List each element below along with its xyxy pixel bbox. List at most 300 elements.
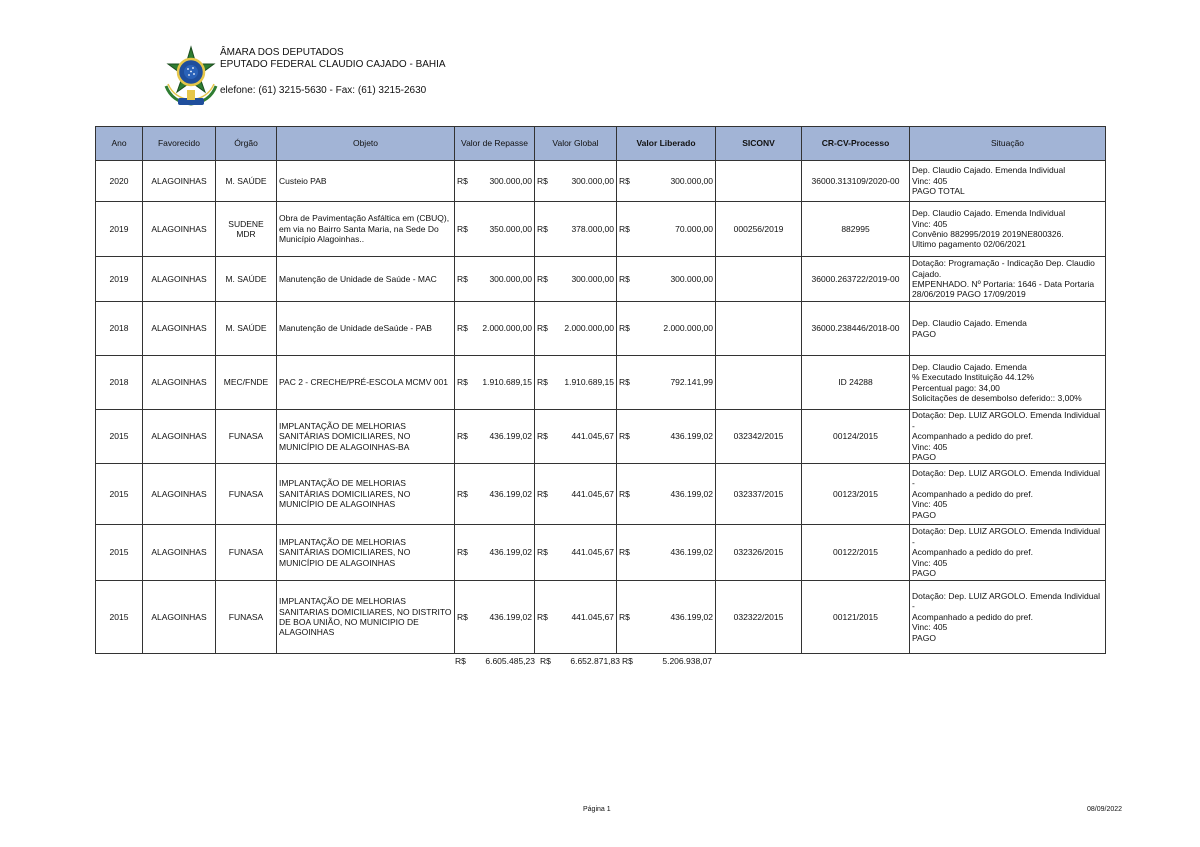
cell-ano-text: 2018	[109, 323, 129, 334]
currency-symbol: R$	[457, 323, 468, 334]
cell-processo-text: 882995	[841, 223, 870, 234]
cell-valor-liberado-amount: 436.199,02	[670, 488, 713, 499]
cell-objeto-line: ALAGOINHAS	[279, 627, 335, 638]
currency-symbol: R$	[457, 377, 468, 388]
col-header-situacao: Situação	[910, 127, 1106, 161]
cell-valor-liberado	[617, 525, 716, 581]
cell-orgao-line: M. SAÚDE	[225, 273, 267, 284]
col-header-processo: CR-CV-Processo	[802, 127, 910, 161]
cell-favorecido-text: ALAGOINHAS	[151, 323, 207, 334]
cell-valor-repasse	[455, 581, 535, 654]
cell-objeto	[277, 161, 455, 202]
cell-objeto	[277, 525, 455, 581]
cell-valor-global-wrap	[537, 431, 614, 441]
cell-situacao-line: Vinc: 405	[912, 499, 948, 510]
cell-valor-global	[535, 302, 617, 356]
cell-valor-liberado-amount: 792.141,99	[670, 377, 713, 388]
cell-situacao	[910, 257, 1106, 302]
currency-symbol: R$	[537, 488, 548, 499]
cell-valor-global	[535, 356, 617, 410]
cell-valor-liberado	[617, 257, 716, 302]
cell-valor-global-wrap	[537, 323, 614, 333]
cell-valor-repasse	[455, 410, 535, 464]
cell-situacao	[910, 464, 1106, 525]
cell-valor-liberado-amount: 436.199,02	[670, 431, 713, 442]
header-phone: elefone: (61) 3215-5630 - Fax: (61) 3215-2630	[220, 85, 427, 96]
cell-objeto-line: IMPLANTAÇÃO DE MELHORIAS	[279, 536, 406, 547]
cell-situacao-line: Vinc: 405	[912, 441, 948, 452]
cell-valor-repasse-wrap	[457, 176, 532, 186]
cell-ano	[96, 581, 143, 654]
cell-ano-text: 2015	[109, 431, 129, 442]
cell-objeto-line: em via no Bairro Santa Maria, na Sede Do	[279, 223, 439, 234]
cell-valor-liberado-amount: 2.000.000,00	[663, 323, 713, 334]
cell-objeto-line: IMPLANTAÇÃO DE MELHORIAS	[279, 596, 406, 607]
cell-objeto-line: IMPLANTAÇÃO DE MELHORIAS	[279, 478, 406, 489]
col-header-siconv: SICONV	[716, 127, 802, 161]
cell-valor-repasse-wrap	[457, 323, 532, 333]
cell-favorecido	[143, 356, 216, 410]
cell-situacao-line: Dotação: Dep. LUIZ ARGOLO. Emenda Individual -	[912, 410, 1101, 431]
total-liberado-currency: R$	[622, 656, 633, 666]
col-header-favorecido: Favorecido	[143, 127, 216, 161]
currency-symbol: R$	[537, 223, 548, 234]
cell-situacao-line: Dep. Claudio Cajado. Emenda Individual	[912, 165, 1066, 176]
cell-objeto	[277, 581, 455, 654]
cell-objeto-line: SANITARIAS DOMICILIARES, NO DISTRITO	[279, 606, 452, 617]
cell-valor-liberado-wrap	[619, 176, 713, 186]
total-global-currency: R$	[540, 656, 551, 666]
amendments-table	[95, 126, 1106, 654]
cell-valor-repasse-wrap	[457, 431, 532, 441]
cell-situacao-line: Acompanhado a pedido do pref.	[912, 611, 1033, 622]
cell-objeto-line: Município Alagoinhas..	[279, 234, 365, 245]
cell-siconv	[716, 581, 802, 654]
cell-orgao	[216, 581, 277, 654]
currency-symbol: R$	[457, 611, 468, 622]
cell-objeto-line: DE BOA UNIÃO, NO MUNICIPIO DE	[279, 617, 419, 627]
cell-situacao	[910, 525, 1106, 581]
col-header-ano: Ano	[96, 127, 143, 161]
cell-situacao-line: 28/06/2019 PAGO 17/09/2019	[912, 289, 1026, 300]
cell-processo	[802, 410, 910, 464]
cell-situacao-line: Vinc: 405	[912, 557, 948, 568]
total-global	[540, 656, 620, 666]
currency-symbol: R$	[619, 223, 630, 234]
cell-ano	[96, 257, 143, 302]
cell-ano-text: 2018	[109, 377, 129, 388]
cell-siconv-text: 032326/2015	[733, 547, 784, 558]
cell-valor-repasse	[455, 302, 535, 356]
cell-processo-text: 36000.238446/2018-00	[811, 323, 900, 334]
cell-processo-text: ID 24288	[838, 377, 873, 388]
cell-favorecido	[143, 581, 216, 654]
cell-valor-repasse-amount: 2.000.000,00	[482, 323, 532, 334]
currency-symbol: R$	[619, 431, 630, 442]
cell-ano-text: 2019	[109, 273, 129, 284]
currency-symbol: R$	[457, 223, 468, 234]
cell-siconv-text: 032337/2015	[733, 488, 784, 499]
total-global-value: 6.652.871,83	[570, 656, 620, 666]
cell-ano	[96, 525, 143, 581]
cell-ano-text: 2015	[109, 611, 129, 622]
cell-ano	[96, 302, 143, 356]
cell-processo-text: 00123/2015	[833, 488, 878, 499]
cell-objeto-line: Obra de Pavimentação Asfáltica em (CBUQ),	[279, 213, 450, 224]
cell-favorecido-text: ALAGOINHAS	[151, 488, 207, 499]
table-row	[96, 202, 1106, 257]
cell-valor-repasse-wrap	[457, 489, 532, 499]
cell-situacao-line: Acompanhado a pedido do pref.	[912, 547, 1033, 558]
cell-situacao-line: Dep. Claudio Cajado. Emenda	[912, 361, 1027, 372]
table-row	[96, 302, 1106, 356]
cell-valor-global-wrap	[537, 224, 614, 234]
cell-valor-repasse	[455, 356, 535, 410]
cell-situacao-line: PAGO	[912, 568, 936, 579]
cell-situacao-line: PAGO	[912, 632, 936, 643]
cell-valor-global-wrap	[537, 377, 614, 387]
footer-page-number: Página 1	[583, 806, 611, 813]
cell-processo-text: 36000.263722/2019-00	[811, 273, 900, 284]
cell-situacao-line: Acompanhado a pedido do pref.	[912, 488, 1033, 499]
currency-symbol: R$	[619, 488, 630, 499]
cell-orgao-line: MEC/FNDE	[223, 377, 269, 388]
col-header-valor-liberado: Valor Liberado	[617, 127, 716, 161]
cell-valor-liberado-amount: 436.199,02	[670, 611, 713, 622]
cell-valor-global-wrap	[537, 612, 614, 622]
cell-valor-global-wrap	[537, 547, 614, 557]
currency-symbol: R$	[619, 611, 630, 622]
currency-symbol: R$	[457, 175, 468, 186]
cell-valor-liberado	[617, 161, 716, 202]
cell-favorecido	[143, 257, 216, 302]
cell-valor-liberado	[617, 581, 716, 654]
cell-objeto	[277, 356, 455, 410]
total-liberado-value: 5.206.938,07	[662, 656, 712, 666]
cell-objeto	[277, 302, 455, 356]
cell-orgao	[216, 302, 277, 356]
cell-valor-liberado-wrap	[619, 431, 713, 441]
cell-valor-global-amount: 441.045,67	[571, 431, 614, 442]
cell-siconv	[716, 202, 802, 257]
cell-valor-repasse	[455, 257, 535, 302]
cell-valor-repasse-amount: 436.199,02	[489, 547, 532, 558]
cell-valor-global-amount: 441.045,67	[571, 611, 614, 622]
cell-orgao-line: FUNASA	[228, 488, 264, 499]
currency-symbol: R$	[619, 273, 630, 284]
cell-favorecido-text: ALAGOINHAS	[151, 611, 207, 622]
total-repasse	[455, 656, 535, 666]
cell-situacao-line: EMPENHADO. Nº Portaria: 1646 - Data Portaria	[912, 279, 1095, 289]
cell-favorecido	[143, 525, 216, 581]
cell-favorecido	[143, 464, 216, 525]
currency-symbol: R$	[619, 377, 630, 388]
cell-processo-text: 00122/2015	[833, 547, 878, 558]
cell-siconv	[716, 410, 802, 464]
table-row	[96, 257, 1106, 302]
cell-valor-liberado-wrap	[619, 323, 713, 333]
cell-orgao	[216, 356, 277, 410]
header-text	[220, 47, 446, 97]
cell-processo	[802, 525, 910, 581]
cell-siconv	[716, 464, 802, 525]
cell-valor-liberado	[617, 302, 716, 356]
cell-orgao-line: FUNASA	[228, 547, 264, 558]
cell-objeto-line: IMPLANTAÇÃO DE MELHORIAS	[279, 420, 406, 431]
cell-situacao-line: Vinc: 405	[912, 622, 948, 633]
cell-objeto-line: PAC 2 - CRECHE/PRÉ-ESCOLA MCMV 001	[279, 377, 448, 388]
cell-situacao-line: Vinc: 405	[912, 175, 948, 186]
cell-valor-repasse-amount: 436.199,02	[489, 611, 532, 622]
table-row	[96, 464, 1106, 525]
cell-valor-repasse-wrap	[457, 377, 532, 387]
cell-favorecido-text: ALAGOINHAS	[151, 175, 207, 186]
currency-symbol: R$	[457, 488, 468, 499]
cell-siconv	[716, 525, 802, 581]
cell-ano-text: 2020	[109, 175, 129, 186]
currency-symbol: R$	[457, 431, 468, 442]
cell-valor-repasse-wrap	[457, 274, 532, 284]
cell-situacao-line: PAGO	[912, 509, 936, 520]
cell-situacao	[910, 302, 1106, 356]
table-row	[96, 161, 1106, 202]
table-row	[96, 410, 1106, 464]
cell-objeto-line: Manutenção de Unidade deSaúde - PAB	[279, 323, 432, 334]
cell-processo	[802, 464, 910, 525]
cell-situacao-line: Dep. Claudio Cajado. Emenda Individual	[912, 208, 1066, 219]
cell-objeto	[277, 464, 455, 525]
cell-orgao-line: FUNASA	[228, 611, 264, 622]
cell-processo-text: 00124/2015	[833, 431, 878, 442]
cell-situacao	[910, 581, 1106, 654]
cell-orgao-line: FUNASA	[228, 431, 264, 442]
table-header-row	[96, 127, 1106, 161]
cell-valor-global	[535, 410, 617, 464]
cell-orgao-line: M. SAÚDE	[225, 323, 267, 334]
table-row	[96, 581, 1106, 654]
cell-processo	[802, 356, 910, 410]
cell-orgao	[216, 525, 277, 581]
cell-processo-text: 36000.313109/2020-00	[811, 175, 900, 186]
cell-situacao-line: Dotação: Programação - Indicação Dep. Claudio	[912, 258, 1095, 269]
currency-symbol: R$	[537, 547, 548, 558]
cell-objeto-line: Custeio PAB	[279, 175, 327, 186]
cell-orgao-line: M. SAÚDE	[225, 175, 267, 186]
cell-valor-liberado	[617, 464, 716, 525]
cell-valor-liberado-wrap	[619, 489, 713, 499]
cell-processo-text: 00121/2015	[833, 611, 878, 622]
cell-situacao-line: PAGO	[912, 452, 936, 463]
cell-valor-repasse-wrap	[457, 612, 532, 622]
cell-ano	[96, 202, 143, 257]
cell-valor-repasse-amount: 436.199,02	[489, 488, 532, 499]
currency-symbol: R$	[457, 273, 468, 284]
cell-processo	[802, 161, 910, 202]
currency-symbol: R$	[537, 175, 548, 186]
cell-valor-global-amount: 378.000,00	[571, 223, 614, 234]
currency-symbol: R$	[457, 547, 468, 558]
cell-siconv	[716, 161, 802, 202]
cell-valor-liberado-amount: 70.000,00	[675, 223, 713, 234]
cell-valor-global	[535, 464, 617, 525]
cell-valor-global-amount: 1.910.689,15	[564, 377, 614, 388]
cell-valor-liberado-amount: 436.199,02	[670, 547, 713, 558]
cell-situacao-line: % Executado Instituição 44.12%	[912, 372, 1034, 383]
table-row	[96, 525, 1106, 581]
cell-situacao	[910, 410, 1106, 464]
cell-situacao-line: Acompanhado a pedido do pref.	[912, 431, 1033, 442]
col-header-valor-global: Valor Global	[535, 127, 617, 161]
cell-objeto-line: MUNICÍPIO DE ALAGOINHAS	[279, 557, 396, 568]
cell-situacao-line: PAGO	[912, 328, 936, 339]
cell-ano	[96, 161, 143, 202]
cell-objeto-line: SANITÁRIAS DOMICILIARES, NO	[279, 431, 411, 442]
cell-valor-liberado-wrap	[619, 612, 713, 622]
cell-valor-global-amount: 300.000,00	[571, 273, 614, 284]
cell-valor-repasse	[455, 525, 535, 581]
cell-valor-global-amount: 300.000,00	[571, 175, 614, 186]
cell-valor-global	[535, 581, 617, 654]
cell-valor-global	[535, 525, 617, 581]
cell-orgao	[216, 410, 277, 464]
cell-ano	[96, 410, 143, 464]
cell-situacao-line: Ultimo pagamento 02/06/2021	[912, 239, 1026, 250]
cell-ano	[96, 356, 143, 410]
cell-favorecido	[143, 302, 216, 356]
cell-situacao-line: Dotação: Dep. LUIZ ARGOLO. Emenda Individual -	[912, 526, 1101, 547]
cell-valor-repasse-wrap	[457, 224, 532, 234]
cell-valor-liberado-amount: 300.000,00	[670, 175, 713, 186]
cell-situacao-line: Solicitações de desembolso deferido:: 3,00%	[912, 392, 1082, 403]
cell-ano-text: 2015	[109, 547, 129, 558]
cell-favorecido	[143, 410, 216, 464]
cell-valor-global-amount: 2.000.000,00	[564, 323, 614, 334]
cell-siconv	[716, 356, 802, 410]
cell-orgao	[216, 202, 277, 257]
cell-siconv	[716, 302, 802, 356]
cell-situacao	[910, 161, 1106, 202]
cell-valor-repasse	[455, 161, 535, 202]
cell-situacao-line: Vinc: 405	[912, 218, 948, 229]
cell-favorecido	[143, 161, 216, 202]
cell-situacao-line: PAGO TOTAL	[912, 186, 965, 197]
cell-orgao-line: SUDENE	[228, 218, 264, 229]
currency-symbol: R$	[619, 323, 630, 334]
cell-situacao-line: Dotação: Dep. LUIZ ARGOLO. Emenda Individual -	[912, 467, 1101, 489]
cell-valor-liberado	[617, 202, 716, 257]
footer-date: 08/09/2022	[1087, 806, 1123, 813]
cell-objeto-line: MUNICÍPIO DE ALAGOINHAS-BA	[279, 441, 410, 452]
currency-symbol: R$	[537, 377, 548, 388]
cell-processo	[802, 581, 910, 654]
currency-symbol: R$	[537, 431, 548, 442]
cell-orgao-line: MDR	[236, 229, 256, 239]
cell-ano	[96, 464, 143, 525]
currency-symbol: R$	[619, 175, 630, 186]
cell-situacao-line: Percentual pago: 34,00	[912, 382, 1000, 393]
cell-objeto	[277, 202, 455, 257]
cell-favorecido-text: ALAGOINHAS	[151, 377, 207, 388]
cell-valor-global	[535, 161, 617, 202]
cell-valor-global-amount: 441.045,67	[571, 547, 614, 558]
cell-valor-global	[535, 202, 617, 257]
cell-siconv-text: 032342/2015	[733, 431, 784, 442]
col-header-objeto: Objeto	[277, 127, 455, 161]
col-header-valor-repasse: Valor de Repasse	[455, 127, 535, 161]
coat-of-arms-emblem-icon	[158, 44, 224, 110]
cell-siconv-text: 000256/2019	[733, 223, 784, 234]
cell-objeto	[277, 410, 455, 464]
cell-favorecido	[143, 202, 216, 257]
cell-situacao	[910, 356, 1106, 410]
currency-symbol: R$	[537, 273, 548, 284]
total-repasse-value: 6.605.485,23	[485, 656, 535, 666]
cell-situacao-line: Dotação: Dep. LUIZ ARGOLO. Emenda Individual -	[912, 590, 1101, 612]
total-liberado	[622, 656, 712, 666]
cell-valor-repasse-amount: 1.910.689,15	[482, 377, 532, 388]
cell-processo	[802, 302, 910, 356]
cell-objeto	[277, 257, 455, 302]
cell-objeto-line: SANITÁRIAS DOMICILIARES, NO	[279, 488, 411, 499]
cell-orgao	[216, 464, 277, 525]
cell-valor-global-wrap	[537, 489, 614, 499]
cell-processo	[802, 202, 910, 257]
cell-valor-repasse	[455, 464, 535, 525]
document-header	[158, 44, 578, 114]
cell-orgao	[216, 161, 277, 202]
cell-situacao-line: Cajado.	[912, 268, 942, 279]
cell-ano-text: 2015	[109, 488, 129, 499]
cell-orgao	[216, 257, 277, 302]
col-header-orgao: Órgão	[216, 127, 277, 161]
cell-valor-liberado-wrap	[619, 377, 713, 387]
cell-valor-liberado	[617, 356, 716, 410]
cell-objeto-line: MUNICÍPIO DE ALAGOINHAS	[279, 499, 396, 510]
cell-favorecido-text: ALAGOINHAS	[151, 431, 207, 442]
cell-valor-repasse	[455, 202, 535, 257]
cell-valor-global-wrap	[537, 274, 614, 284]
cell-valor-repasse-wrap	[457, 547, 532, 557]
cell-favorecido-text: ALAGOINHAS	[151, 547, 207, 558]
cell-situacao-line: Convênio 882995/2019 2019NE800326.	[912, 229, 1064, 239]
cell-valor-liberado-amount: 300.000,00	[670, 273, 713, 284]
cell-valor-repasse-amount: 300.000,00	[489, 175, 532, 186]
cell-ano-text: 2019	[109, 223, 129, 234]
cell-valor-global	[535, 257, 617, 302]
cell-valor-global-amount: 441.045,67	[571, 488, 614, 499]
cell-valor-liberado-wrap	[619, 274, 713, 284]
currency-symbol: R$	[537, 323, 548, 334]
currency-symbol: R$	[619, 547, 630, 558]
cell-valor-repasse-amount: 436.199,02	[489, 431, 532, 442]
cell-valor-liberado-wrap	[619, 547, 713, 557]
cell-processo	[802, 257, 910, 302]
currency-symbol: R$	[537, 611, 548, 622]
cell-valor-liberado	[617, 410, 716, 464]
total-repasse-currency: R$	[455, 656, 466, 666]
cell-valor-global-wrap	[537, 176, 614, 186]
header-deputy-name: EPUTADO FEDERAL CLAUDIO CAJADO - BAHIA	[220, 59, 446, 70]
header-chamber-name: ÂMARA DOS DEPUTADOS	[220, 47, 344, 58]
cell-siconv-text: 032322/2015	[733, 611, 784, 622]
table-row	[96, 356, 1106, 410]
cell-siconv	[716, 257, 802, 302]
cell-valor-repasse-amount: 350.000,00	[489, 223, 532, 234]
cell-objeto-line: SANITÁRIAS DOMICILIARES, NO	[279, 547, 411, 558]
cell-favorecido-text: ALAGOINHAS	[151, 223, 207, 234]
cell-situacao	[910, 202, 1106, 257]
cell-favorecido-text: ALAGOINHAS	[151, 273, 207, 284]
